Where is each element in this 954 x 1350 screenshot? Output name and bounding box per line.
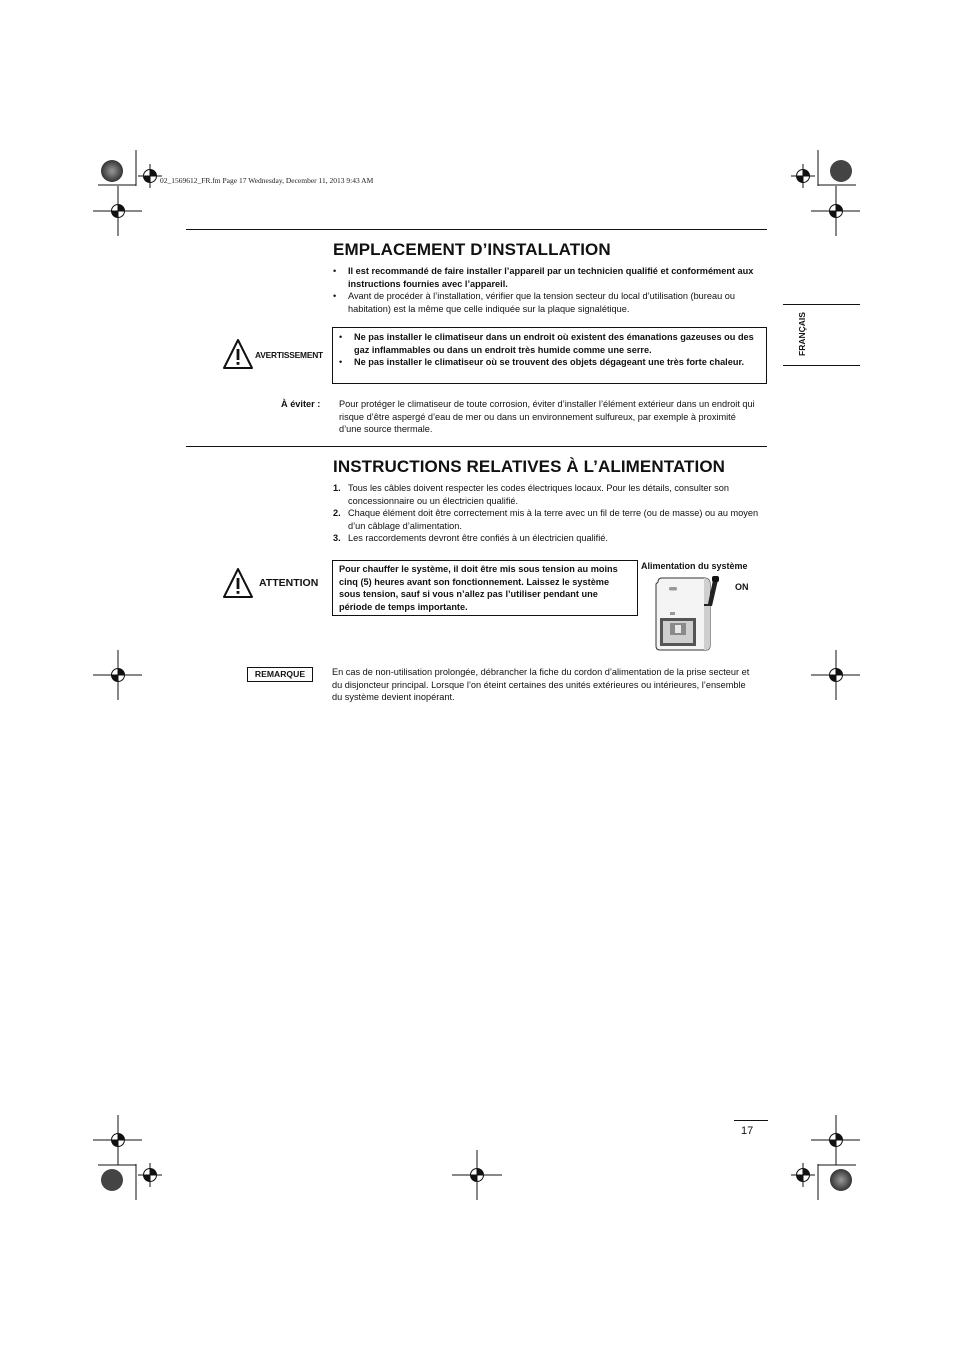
step-number: 1. (333, 483, 341, 493)
step-number: 3. (333, 533, 341, 543)
list-item: • Ne pas installer le climatiseur dans un endroit où existent des émanations gazeuses ou des gaz inflammables ou dans un endroit très humide comme une serre. (339, 331, 759, 356)
warning-box (332, 327, 767, 384)
step-text: Chaque élément doit être correctement mis à la terre avec un fil de terre (ou de masse) ou au moyen d’un câblage d’alimentation. (348, 508, 759, 531)
caution-text: Pour chauffer le système, il doit être mis sous tension au moins cinq (5) heures avant son fonctionnement. Laissez le système sous tension, sauf si vous n’allez pas l’utiliser pendant une période de temps importante. (339, 564, 618, 613)
note-text: En cas de non-utilisation prolongée, débrancher la fiche du cordon d’alimentation de la prise secteur et du disjoncteur principal. Lorsque l’on éteint certaines des unités extérieures ou intérieures, l’ensemble du système devient inopérant. (332, 667, 750, 703)
caution-box (332, 560, 638, 616)
caution-label: ATTENTION (259, 577, 319, 589)
step-text: Les raccordements devront être confiés à un électricien qualifié. (348, 533, 608, 543)
warning-label: AVERTISSEMENT (255, 350, 323, 360)
list-item (333, 532, 768, 545)
on-label: ON (735, 582, 749, 592)
list-item (333, 482, 768, 507)
avoid-text: Pour protéger le climatiseur de toute corrosion, éviter d’installer l’élément extérieur dans un endroit qui risque d’être aspergé d’eau de mer ou dans un environnement sulfureux, par exemple à proximité d’une source thermale. (339, 399, 755, 435)
language-label: FRANÇAIS (797, 312, 807, 356)
section-rule (186, 446, 767, 447)
caution-triangle-icon (222, 567, 254, 599)
list-item: • Avant de procéder à l’installation, vérifier que la tension secteur du local d’utilisation (bureau ou habitation) est la même que celle indiquée sur la plaque signalétique. (333, 290, 768, 315)
section-rule (186, 229, 767, 230)
file-info: 02_1569612_FR.fm Page 17 Wednesday, December 11, 2013 9:43 AM (160, 176, 374, 185)
section-title-installation: EMPLACEMENT D’INSTALLATION (333, 240, 611, 259)
page-number: 17 (741, 1125, 754, 1137)
warning-text: Ne pas installer le climatiseur où se trouvent des objets dégageant une très forte chaleur. (354, 357, 745, 367)
figure-title: Alimentation du système (641, 561, 748, 571)
avoid-label: À éviter : (281, 399, 321, 409)
note-label: REMARQUE (247, 667, 313, 682)
step-text: Tous les câbles doivent respecter les codes électriques locaux. Pour les détails, consulter son concessionnaire ou un électricien qualifié. (348, 483, 729, 506)
page-number-rule (734, 1120, 768, 1121)
list-item: • Il est recommandé de faire installer l’appareil par un technicien qualifié et conformément aux instructions fournies avec l’appareil. (333, 265, 768, 290)
step-number: 2. (333, 508, 341, 518)
list-item (333, 507, 768, 532)
bullet-text: Avant de procéder à l’installation, vérifier que la tension secteur du local d’utilisation (bureau ou habitation) est la même que celle indiquée sur la plaque signalétique. (348, 291, 735, 314)
warning-text: Ne pas installer le climatiseur dans un endroit où existent des émanations gazeuses ou des gaz inflammables ou dans un endroit très humide comme une serre. (354, 332, 754, 355)
bullet-text: Il est recommandé de faire installer l’appareil par un technicien qualifié et conformément aux instructions fournies avec l’appareil. (348, 266, 754, 289)
language-tab (783, 304, 860, 366)
warning-triangle-icon (222, 338, 254, 370)
list-item: • Ne pas installer le climatiseur où se trouvent des objets dégageant une très forte chaleur. (339, 356, 759, 369)
power-switch-illustration (652, 574, 732, 654)
section-title-power: INSTRUCTIONS RELATIVES À L’ALIMENTATION (333, 457, 726, 476)
